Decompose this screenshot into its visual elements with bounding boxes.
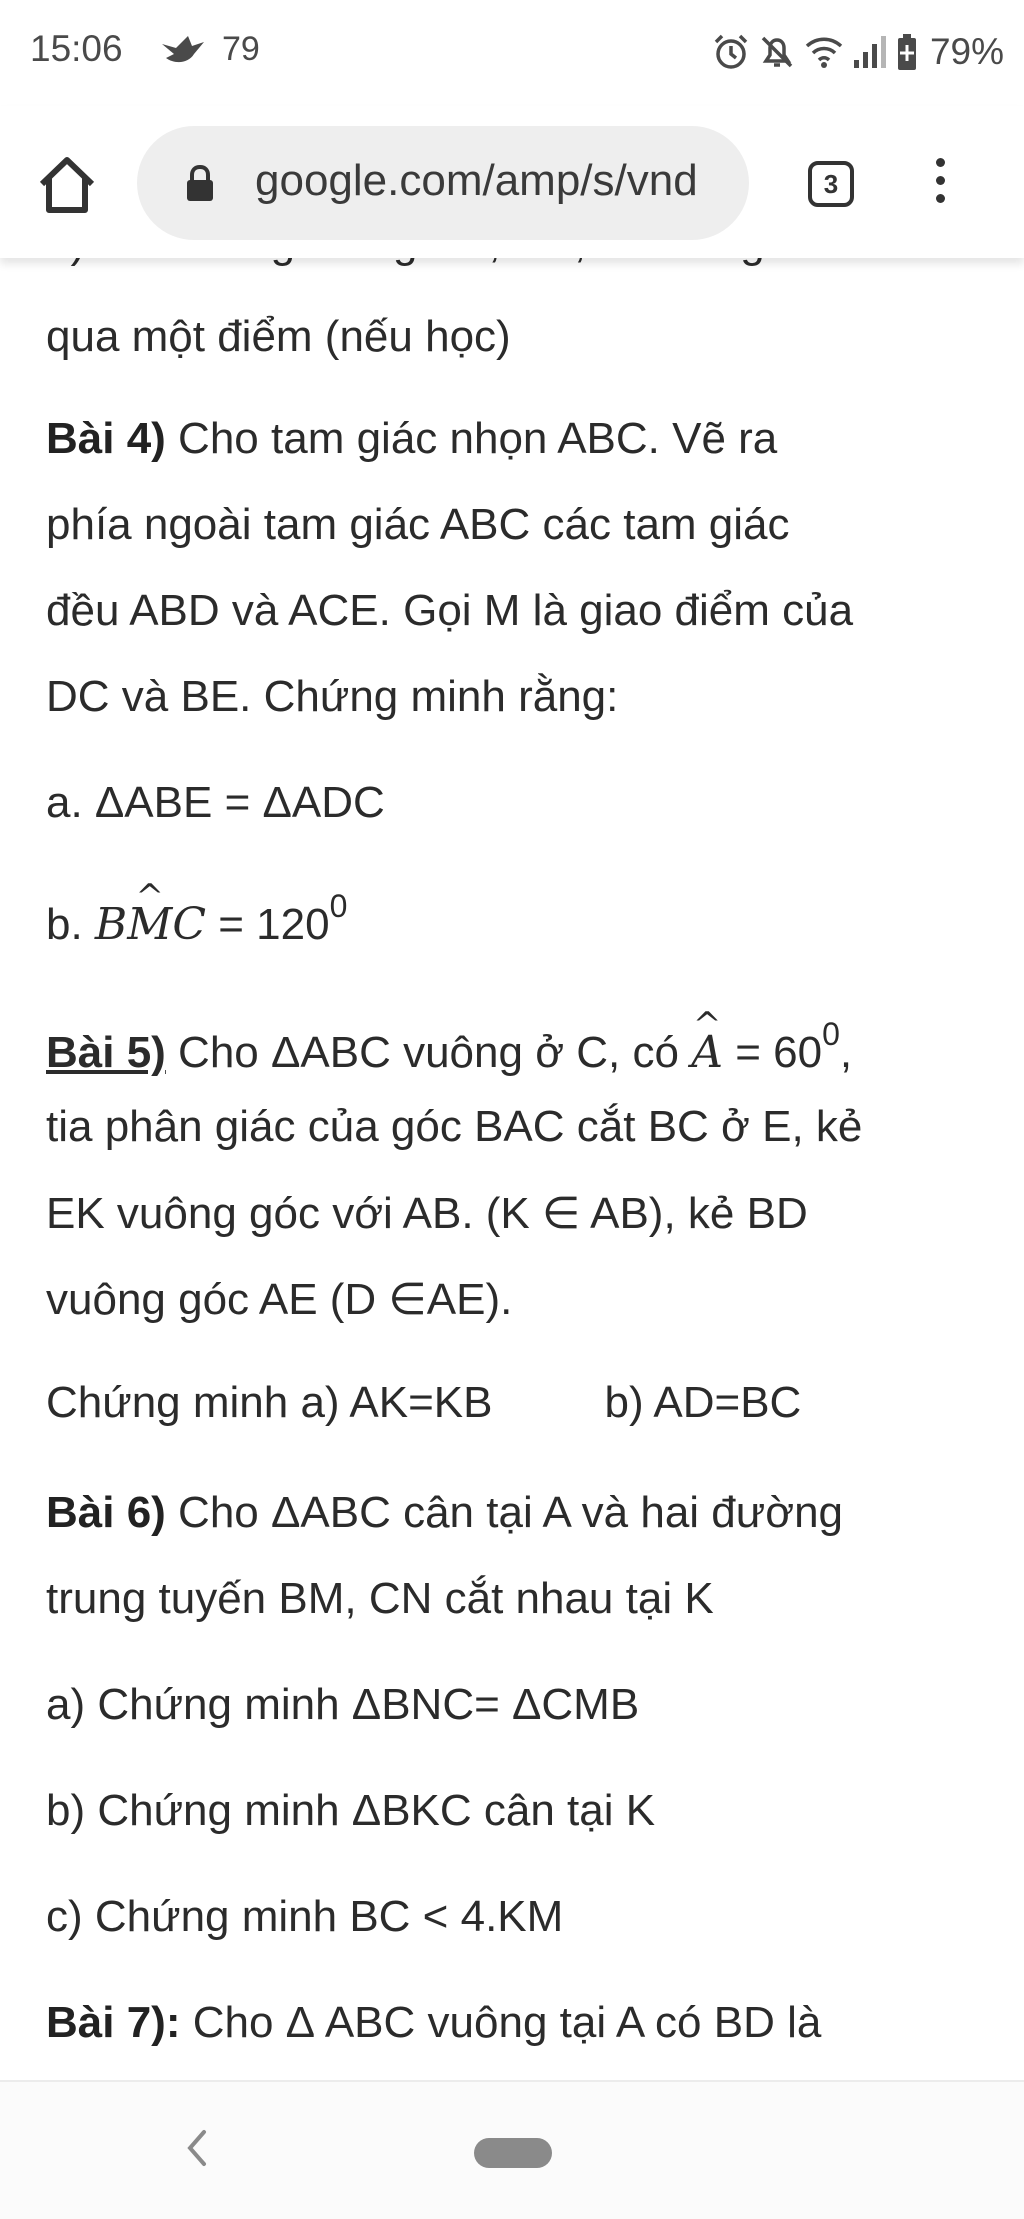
bai5-line-3: EK vuông góc với AB. (K ∈ AB), kẻ BD — [46, 1189, 808, 1238]
mute-icon — [758, 33, 796, 71]
bai6-line-1: Bài 6) Cho ΔABC cân tại A và hai đường — [46, 1488, 844, 1537]
back-icon[interactable] — [182, 2126, 212, 2170]
url-text[interactable]: google.com/amp/s/vnd — [255, 156, 698, 205]
status-time: 15:06 — [30, 28, 123, 69]
bai4-line-2: phía ngoài tam giác ABC các tam giác — [46, 500, 790, 549]
bai4-heading: Bài 4) — [46, 414, 166, 463]
bai4-line-1: Bài 4) Cho tam giác nhọn ABC. Vẽ ra — [46, 414, 778, 463]
tabs-button[interactable]: 3 — [808, 161, 854, 207]
bai5-line-2: tia phân giác của góc BAC cắt BC ở E, kẻ — [46, 1102, 863, 1151]
status-bar — [0, 0, 1024, 106]
article-content — [0, 258, 1024, 2080]
bai4-item-a: a. ΔABE = ΔADC — [46, 778, 385, 827]
intro-tail: qua một điểm (nếu học) — [46, 312, 511, 361]
bai6-item-a: a) Chứng minh ΔBNC= ΔCMB — [46, 1680, 640, 1729]
signal-icon — [852, 34, 888, 70]
battery-percent: 79% — [929, 31, 1004, 72]
bai5-heading: Bài 5) — [46, 1028, 166, 1077]
more-vert-icon[interactable] — [930, 158, 950, 214]
status-icons — [712, 28, 1004, 76]
angle-bmc: B^ MC — [95, 899, 206, 950]
bai4-line-4: DC và BE. Chứng minh rằng: — [46, 672, 619, 721]
bai6-heading: Bài 6) — [46, 1488, 166, 1537]
bai4-line-3: đều ABD và ACE. Gọi M là giao điểm của — [46, 586, 854, 635]
bai5-proof: Chứng minh a) AK=KB b) AD=BC — [46, 1378, 802, 1427]
bai5-line-4: vuông góc AE (D ∈AE). — [46, 1275, 513, 1324]
battery-icon — [896, 33, 918, 71]
notification-count: 79 — [222, 30, 260, 68]
bai6-item-b: b) Chứng minh ΔBKC cân tại K — [46, 1786, 656, 1835]
bird-notification-icon — [158, 30, 208, 70]
bai7-heading: Bài 7): — [46, 1998, 181, 2047]
home-pill-icon[interactable] — [474, 2138, 552, 2168]
url-bar[interactable] — [137, 126, 749, 240]
bai5-line-1: Bài 5) Cho ΔABC vuông ở C, có ^ $A = 60^0$, — [46, 1016, 852, 1078]
bai6-line-2: trung tuyến BM, CN cắt nhau tại K — [46, 1574, 714, 1623]
browser-toolbar — [0, 106, 1024, 258]
alarm-icon — [712, 33, 750, 71]
bai6-item-c: c) Chứng minh BC < 4.KM — [46, 1892, 564, 1941]
bai7-line-1: Bài 7): Cho Δ ABC vuông tại A có BD là — [46, 1998, 822, 2047]
angle-a: ^ A — [691, 1027, 723, 1078]
system-nav-bar — [0, 2080, 1024, 2219]
home-icon[interactable] — [36, 154, 98, 216]
lock-icon — [185, 164, 215, 202]
bai4-item-b: b. B^ MC = $120^0$ — [46, 888, 347, 950]
wifi-icon — [804, 34, 844, 70]
